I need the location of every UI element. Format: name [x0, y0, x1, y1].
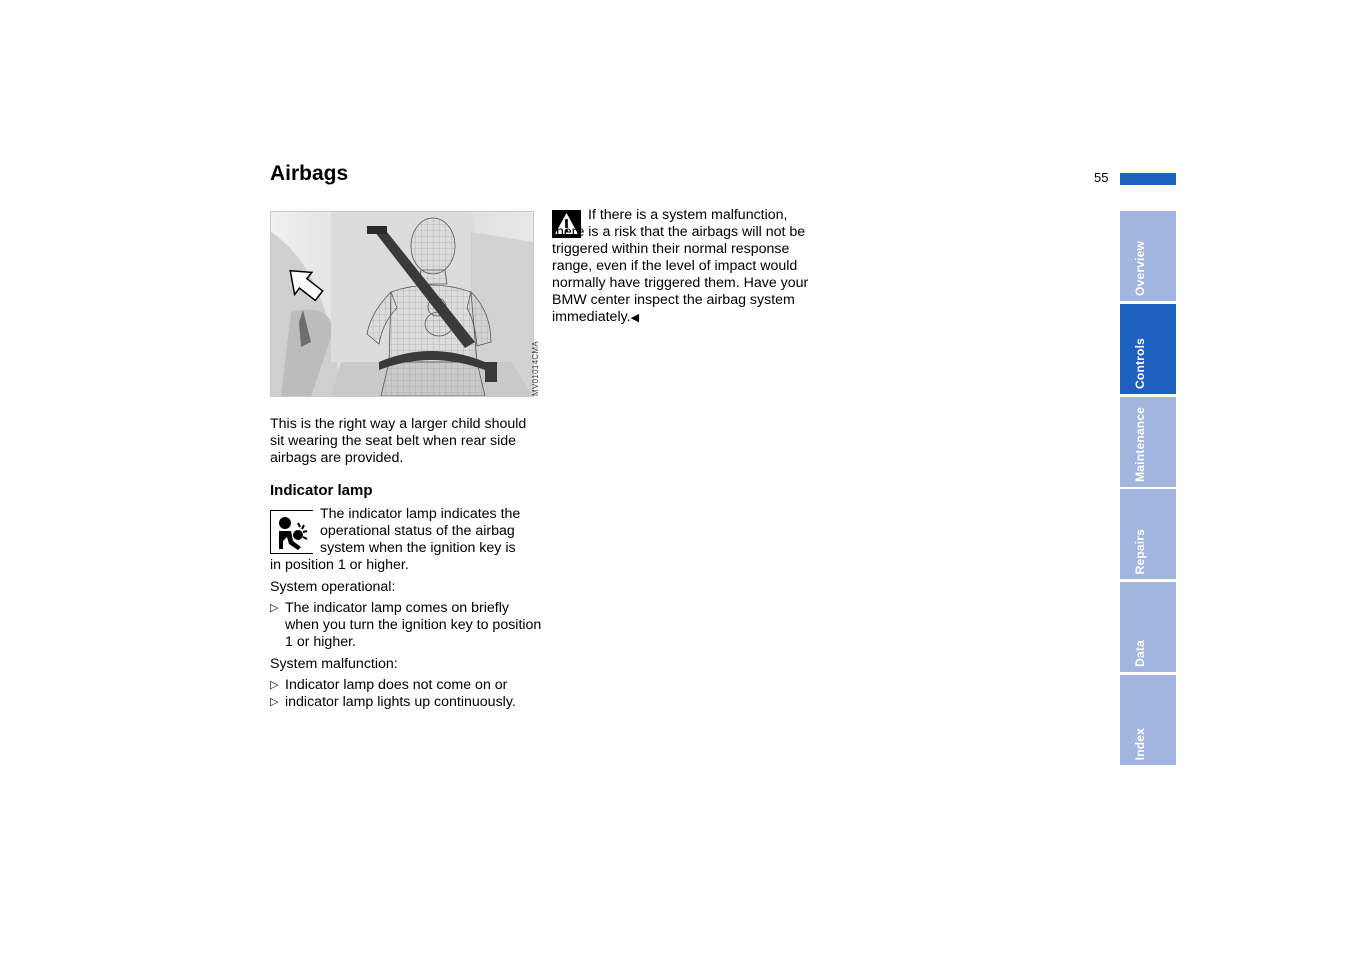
list-item-text: indicator lamp lights up continuously. — [285, 694, 516, 710]
tab-label: Index — [1133, 727, 1147, 760]
indicator-description: The indicator lamp indicates the operational status of the airbag system when the ignition key is — [320, 506, 521, 556]
malfunction-label: System malfunction: — [270, 656, 398, 672]
tab-label: Controls — [1133, 338, 1147, 389]
warning-text-first-line: If there is a system malfunction, — [588, 207, 788, 223]
tab-label: Maintenance — [1133, 407, 1147, 482]
tab-label: Data — [1133, 640, 1147, 667]
tab-label: Repairs — [1133, 528, 1147, 574]
indicator-description-cont: in position 1 or higher. — [270, 557, 409, 573]
page-number: 55 — [1094, 170, 1109, 185]
section-heading: Indicator lamp — [270, 482, 373, 499]
tab-data[interactable] — [1120, 582, 1176, 672]
end-mark-icon: ◀ — [630, 312, 640, 324]
list-item — [270, 694, 550, 711]
bullet-icon: ▷ — [270, 696, 279, 708]
tab-repairs[interactable] — [1120, 489, 1176, 579]
image-code: MV01014CMA — [531, 340, 540, 396]
tab-label: Overview — [1133, 241, 1147, 296]
tab-maintenance[interactable] — [1120, 397, 1176, 487]
tab-overview[interactable] — [1120, 211, 1176, 301]
list-item — [270, 677, 550, 694]
page-title: Airbags — [270, 162, 349, 185]
operational-label: System operational: — [270, 579, 396, 595]
airbag-warning-icon — [270, 510, 313, 554]
list-item — [270, 600, 542, 651]
bullet-icon: ▷ — [270, 602, 279, 614]
list-item-text: The indicator lamp comes on briefly when you turn the ignition key to position 1 or higher. — [285, 600, 542, 650]
page-marker-bar — [1120, 173, 1176, 185]
tab-controls[interactable] — [1120, 304, 1176, 394]
child-seatbelt-illustration — [270, 211, 534, 397]
tab-index[interactable] — [1120, 675, 1176, 765]
list-item-text: Indicator lamp does not come on or — [285, 677, 508, 693]
figure-caption: This is the right way a larger child should sit wearing the seat belt when rear side airbags are provided. — [270, 416, 527, 466]
warning-text: there is a risk that the airbags will not be triggered within their normal response range, even if the level of impact would normally have triggered them. Have your BMW center inspect the airbag system immediately.◀ — [552, 224, 809, 325]
bullet-icon: ▷ — [270, 679, 279, 691]
